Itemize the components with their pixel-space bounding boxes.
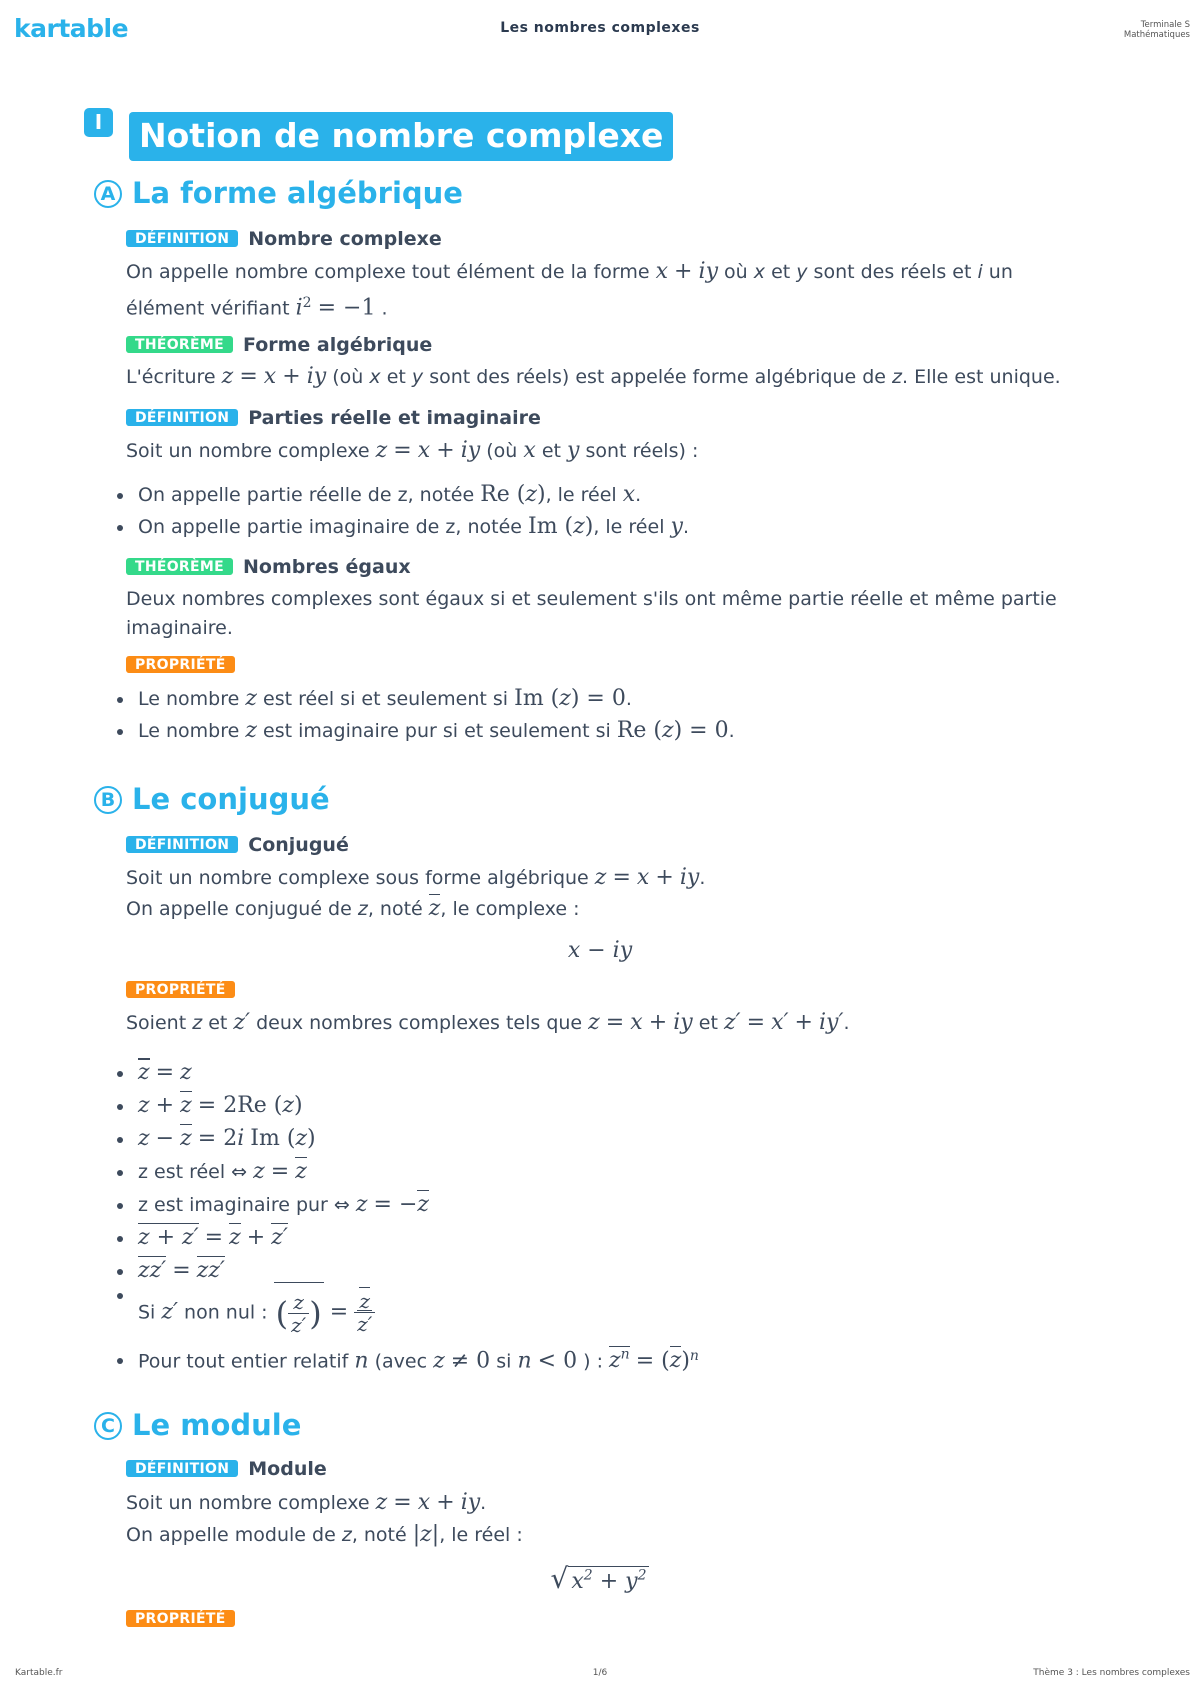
property-block — [126, 654, 245, 676]
list-item: z est imaginaire pur ⇔ z = −z — [117, 1192, 429, 1217]
header-course-info — [1124, 20, 1190, 40]
theorem-title: Forme algébrique — [242, 334, 433, 356]
subsection-letter: C — [94, 1412, 122, 1440]
definition-text-line: On appelle nombre complexe tout élément de la forme x + iy où x et y sont des réels et i un — [126, 259, 1013, 284]
definition-text-line: Soit un nombre complexe z = x + iy (où x et y sont réels) : — [126, 438, 699, 463]
theorem-nombres-egaux — [126, 556, 411, 578]
property-tag: PROPRIÉTÉ — [126, 981, 235, 998]
theorem-text-line: Deux nombres complexes sont égaux si et seulement s'ils ont même partie réelle et même partie — [126, 588, 1057, 610]
theorem-text-line: imaginaire. — [126, 617, 233, 639]
definition-title: Parties réelle et imaginaire — [248, 407, 541, 429]
document-title: Les nombres complexes — [500, 20, 700, 36]
theorem-text-line: L'écriture z = x + iy (où x et y sont des réels) est appelée forme algébrique de z. Elle est unique. — [126, 364, 1061, 389]
list-item: z = z — [117, 1060, 192, 1085]
theorem-tag: THÉORÈME — [126, 336, 233, 353]
list-item: Le nombre z est réel si et seulement si Im (z) = 0. — [117, 686, 632, 711]
definition-title: Module — [248, 1458, 327, 1480]
subsection-b-heading — [94, 782, 330, 816]
kartable-logo: kartable — [14, 14, 129, 43]
formula-conjugate: x − iy — [567, 938, 633, 963]
definition-nombre-complexe — [126, 228, 442, 250]
subsection-title: La forme algébrique — [132, 176, 463, 210]
definition-text-line: Soit un nombre complexe z = x + iy. — [126, 1490, 487, 1515]
definition-text-line: élément vérifiant $i^2 = -1$ . — [126, 295, 388, 321]
section-title: Notion de nombre complexe — [129, 112, 673, 161]
list-item: z + z = 2Re (z) — [117, 1093, 303, 1118]
list-item: zz′ = zz′ — [117, 1258, 225, 1283]
footer-theme: Thème 3 : Les nombres complexes — [1033, 1668, 1190, 1678]
property-block — [126, 1608, 245, 1630]
subject-label: Mathématiques — [1123, 30, 1190, 40]
level-label: Terminale S — [1140, 20, 1190, 30]
footer-site: Kartable.fr — [15, 1668, 63, 1678]
definition-text-line: On appelle conjugué de z, noté z, le complexe : — [126, 896, 580, 921]
list-item: Le nombre z est imaginaire pur si et seulement si Re (z) = 0. — [117, 718, 735, 743]
list-item: Si z′ non nul : ( $\frac{z}{z'}$ ) = $\frac{z}{z'}$ — [117, 1282, 375, 1344]
subsection-a-heading — [94, 176, 463, 210]
definition-text-line: Soit un nombre complexe sous forme algébrique z = x + iy. — [126, 865, 706, 890]
theorem-title: Nombres égaux — [242, 556, 411, 578]
property-block — [126, 979, 245, 1001]
definition-module — [126, 1458, 327, 1480]
list-item: On appelle partie réelle de z, notée Re (z), le réel x. — [117, 482, 641, 507]
property-tag: PROPRIÉTÉ — [126, 656, 235, 673]
definition-title: Conjugué — [248, 834, 349, 856]
definition-conjugue — [126, 834, 349, 856]
subsection-letter: B — [94, 786, 122, 814]
definition-tag: DÉFINITION — [126, 1460, 238, 1477]
theorem-forme-algebrique — [126, 334, 432, 356]
definition-tag: DÉFINITION — [126, 230, 238, 247]
subsection-title: Le module — [132, 1408, 302, 1442]
page-number: 1/6 — [592, 1668, 608, 1678]
subsection-c-heading — [94, 1408, 301, 1442]
formula-module: √ $x^2 + y^2$ — [0, 1562, 1200, 1595]
list-item: z est réel ⇔ z = z — [117, 1159, 307, 1184]
definition-tag: DÉFINITION — [126, 409, 238, 426]
definition-title: Nombre complexe — [248, 228, 442, 250]
definition-text-line: On appelle module de z, noté |z|, le réel : — [126, 1522, 523, 1547]
property-text-line: Soient z et z′ deux nombres complexes tels que z = x + iy et z′ = x′ + iy′. — [126, 1010, 850, 1035]
definition-parties — [126, 407, 541, 429]
list-item: z − z = 2i Im (z) — [117, 1126, 316, 1151]
property-tag: PROPRIÉTÉ — [126, 1610, 235, 1627]
definition-tag: DÉFINITION — [126, 836, 238, 853]
subsection-letter: A — [94, 180, 122, 208]
list-item: Pour tout entier relatif n (avec z ≠ 0 si n < 0 ) : $z^n = (z)^n$ — [117, 1347, 699, 1373]
subsection-title: Le conjugué — [132, 782, 330, 816]
list-item: On appelle partie imaginaire de z, notée Im (z), le réel y. — [117, 514, 689, 539]
theorem-tag: THÉORÈME — [126, 558, 233, 575]
list-item: z + z′ = z + z′ — [117, 1225, 288, 1250]
section-number: I — [84, 108, 113, 137]
